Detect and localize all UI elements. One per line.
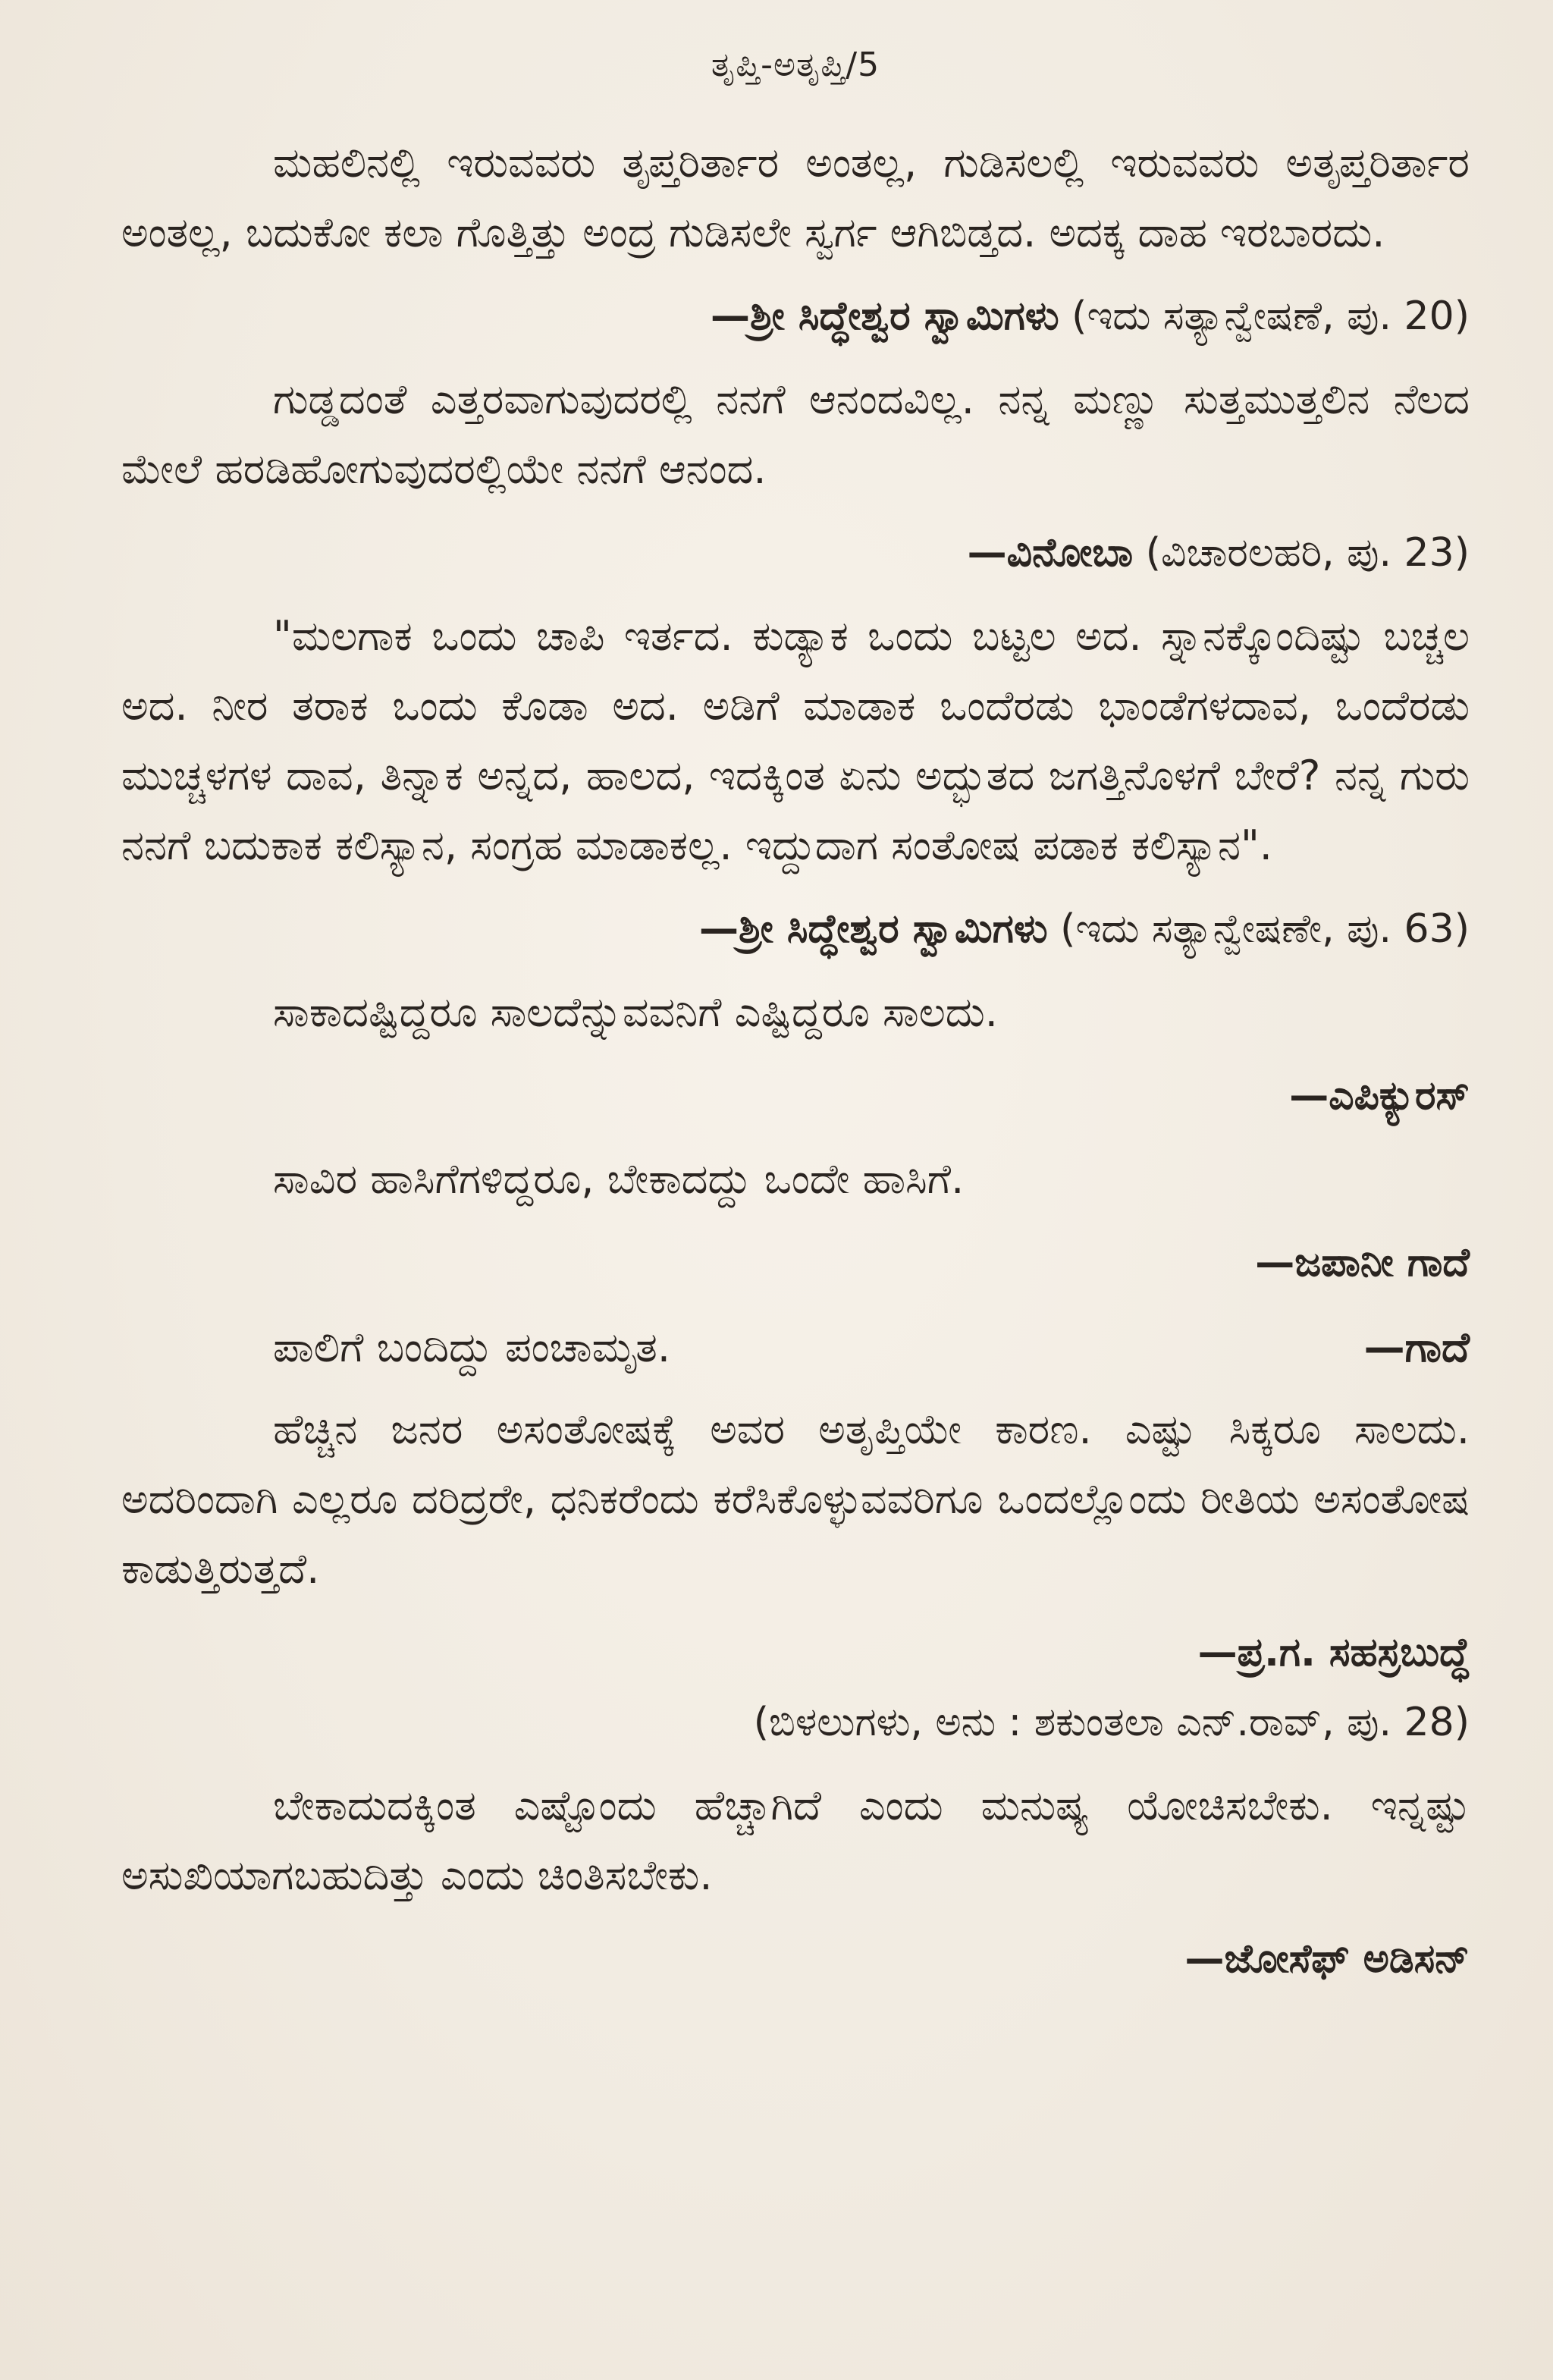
quote-text: ಮಹಲಿನಲ್ಲಿ ಇರುವವರು ತೃಪ್ತರಿರ್ತಾರ ಅಂತಲ್ಲ, ಗುಡಿಸಲಲ್ಲಿ ಇರುವವರು ಅತೃಪ್ತರಿರ್ತಾರ ಅಂತಲ್ಲ, ಬದುಕೋ ಕಲಾ ಗೊತ್ತಿತ್ತು ಅಂದ್ರ ಗುಡಿಸಲೇ ಸ್ವರ್ಗ ಆಗಿಬಿಡ್ತದ. ಅದಕ್ಕ ದಾಹ ಇರಬಾರದು. [121, 139, 1470, 256]
attribution-name: —ಶ್ರೀ ಸಿದ್ಧೇಶ್ವರ ಸ್ವಾಮಿಗಳು [710, 294, 1059, 339]
attribution [121, 1618, 1470, 1688]
attribution [121, 281, 1470, 351]
quote-paragraph [121, 128, 1470, 268]
attribution-source: (ಇದು ಸತ್ಯಾನ್ವೇಷಣೇ, ಪು. 63) [1047, 906, 1470, 952]
attribution-source: (ವಿಚಾರಲಹರಿ, ಪು. 23) [1133, 530, 1470, 576]
attribution-name: —ಗಾದೆ [1363, 1323, 1470, 1371]
quote-paragraph [121, 1144, 1470, 1214]
attribution [121, 1061, 1470, 1131]
attribution-name: —ಪ್ರ.ಗ. ಸಹಸ್ರಬುದ್ಧೆ [1197, 1630, 1470, 1675]
attribution [121, 518, 1470, 588]
proverb-row [121, 1313, 1470, 1383]
quote-text: ಹೆಚ್ಚಿನ ಜನರ ಅಸಂತೋಷಕ್ಕೆ ಅವರ ಅತೃಪ್ತಿಯೇ ಕಾರಣ. ಎಷ್ಟು ಸಿಕ್ಕರೂ ಸಾಲದು. ಅದರಿಂದಾಗಿ ಎಲ್ಲರೂ ದರಿದ್ರರೇ, ಧನಿಕರೆಂದು ಕರೆಸಿಕೊಳ್ಳುವವರಿಗೂ ಒಂದಲ್ಲೊಂದು ರೀತಿಯ ಅಸಂತೋಷ ಕಾಡುತ್ತಿರುತ್ತದೆ. [121, 1405, 1470, 1593]
attribution-name: —ಎಪಿಕ್ಯುರಸ್ [1289, 1073, 1470, 1119]
quote-text: ಸಾಕಾದಷ್ಟಿದ್ದರೂ ಸಾಲದೆನ್ನುವವನಿಗೆ ಎಷ್ಟಿದ್ದರೂ ಸಾಲದು. [273, 988, 998, 1036]
attribution-source: (ಇದು ಸತ್ಯಾನ್ವೇಷಣೆ, ಪು. 20) [1059, 294, 1470, 339]
attribution-source: (ಬಿಳಲುಗಳು, ಅನು : ಶಕುಂತಲಾ ಎನ್.ರಾವ್, ಪು. 28) [753, 1700, 1470, 1745]
quote-text: ಪಾಲಿಗೆ ಬಂದಿದ್ದು ಪಂಚಾಮೃತ. [273, 1323, 671, 1371]
quote-paragraph [121, 1395, 1470, 1604]
attribution [121, 1924, 1470, 1994]
attribution-name: —ವಿನೋಬಾ [967, 530, 1134, 576]
quote-text: "ಮಲಗಾಕ ಒಂದು ಚಾಪಿ ಇರ್ತದ. ಕುಡ್ಯಾಕ ಒಂದು ಬಟ್ಟಲ ಅದ. ಸ್ನಾನಕ್ಕೊಂದಿಷ್ಟು ಬಚ್ಚಲ ಅದ. ನೀರ ತರಾಕ ಒಂದು ಕೊಡಾ ಅದ. ಅಡಿಗೆ ಮಾಡಾಕ ಒಂದೆರಡು ಭಾಂಡೆಗಳದಾವ, ಒಂದೆರಡು ಮುಚ್ಚಳಗಳ ದಾವ, ತಿನ್ನಾಕ ಅನ್ನದ, ಹಾಲದ, ಇದಕ್ಕಿಂತ ಏನು ಅದ್ಭುತದ ಜಗತ್ತಿನೊಳಗೆ ಬೇರೆ? ನನ್ನ ಗುರು ನನಗೆ ಬದುಕಾಕ ಕಲಿಸ್ಯಾನ, ಸಂಗ್ರಹ ಮಾಡಾಕಲ್ಲ. ಇದ್ದುದಾಗ ಸಂತೋಷ ಪಡಾಕ ಕಲಿಸ್ಯಾನ". [121, 612, 1470, 869]
quote-text: ಸಾವಿರ ಹಾಸಿಗೆಗಳಿದ್ದರೂ, ಬೇಕಾದದ್ದು ಒಂದೇ ಹಾಸಿಗೆ. [273, 1155, 965, 1203]
quote-paragraph [121, 1771, 1470, 1911]
attribution-name: —ಜೋಸೆಫ್ ಅಡಿಸನ್ [1184, 1936, 1470, 1982]
attribution-source-line [121, 1688, 1470, 1757]
attribution-name: —ಜಪಾನೀ ಗಾದೆ [1255, 1240, 1470, 1286]
attribution [121, 894, 1470, 964]
quote-paragraph [121, 365, 1470, 504]
page-header: ತೃಪ್ತಿ-ಅತೃಪ್ತಿ/5 [711, 46, 880, 84]
quote-paragraph [121, 978, 1470, 1047]
attribution-name: —ಶ್ರೀ ಸಿದ್ಧೇಶ್ವರ ಸ್ವಾಮಿಗಳು [698, 906, 1048, 952]
quote-text: ಗುಡ್ಡದಂತೆ ಎತ್ತರವಾಗುವುದರಲ್ಲಿ ನನಗೆ ಆನಂದವಿಲ್ಲ. ನನ್ನ ಮಣ್ಣು ಸುತ್ತಮುತ್ತಲಿನ ನೆಲದ ಮೇಲೆ ಹರಡಿಹೋಗುವುದರಲ್ಲಿಯೇ ನನಗೆ ಆನಂದ. [121, 375, 1470, 493]
attribution [121, 1228, 1470, 1298]
quote-paragraph [121, 601, 1470, 881]
quote-text: ಬೇಕಾದುದಕ್ಕಿಂತ ಎಷ್ಟೊಂದು ಹೆಚ್ಚಾಗಿದೆ ಎಂದು ಮನುಷ್ಯ ಯೋಚಿಸಬೇಕು. ಇನ್ನಷ್ಟು ಅಸುಖಿಯಾಗಬಹುದಿತ್ತು ಎಂದು ಚಿಂತಿಸಬೇಕು. [121, 1782, 1470, 1899]
